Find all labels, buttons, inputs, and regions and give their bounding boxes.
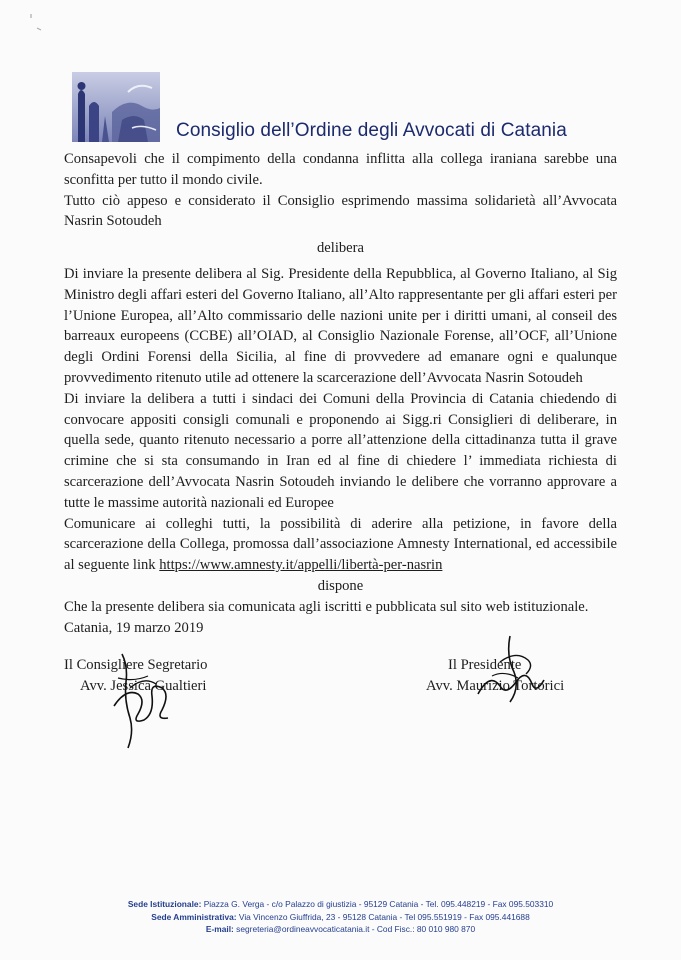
paragraph-pubblicazione: Che la presente delibera sia comunicata agli iscritti e pubblicata sul sito web istituzionale. <box>64 598 589 615</box>
footer-email: E-mail: segreteria@ordineavvocaticatania.it - Cod Fisc.: 80 010 980 870 <box>205 924 476 935</box>
place-date: Catania, 19 marzo 2019 <box>64 619 204 636</box>
president-handwritten-signature <box>470 632 550 712</box>
paragraph-inviare-istituzioni: Di inviare la presente delibera al Sig. Presidente della Repubblica, al Governo Italiano, al Sig Ministro degli affari esteri del Governo Italiano, all’Alto rappresentante per gli affari esteri per l’Unione Europea, all’Alto commissario delle nazioni unite per i diritti umani, al conseil des barreaux europeens (CCBE) all’OIAD, al Consiglio Nazionale Forense, all’OCF, all’Unione degli Ordini Forensi della Sicilia, al fine di provvedere ad emanare ogni e qualunque provvedimento ritenuto utile ad ottenere la scarcerazione dell’Avvocata Nasrin Sotoudeh <box>64 265 618 386</box>
footer-contacts <box>0 898 681 936</box>
secretary-role: Il Consigliere Segretario <box>64 657 208 673</box>
heading-dispone: dispone <box>317 577 364 594</box>
president-role: Il Presidente <box>448 657 522 673</box>
secretary-name: Avv. Jessica Gualtieri <box>80 678 207 694</box>
president-name: Avv. Maurizio Tortorici <box>426 678 565 694</box>
paragraph-comunicare <box>64 514 617 576</box>
petition-text: Comunicare ai colleghi tutti, la possibilità di aderire alla petizione, in favore della scarcerazione della Collega, promossa dall’associazione Amnesty International, ed accessibile al seguente link <box>64 515 617 574</box>
amnesty-link[interactable]: https://www.amnesty.it/appelli/libertà-per-nasrin <box>159 557 443 574</box>
court-logo-icon <box>72 72 160 142</box>
secretary-handwritten-signature <box>104 648 184 758</box>
scan-mark-icon <box>28 12 48 36</box>
letter-body <box>64 149 617 638</box>
organization-title: Consiglio dell’Ordine degli Avvocati di Catania <box>176 120 567 141</box>
paragraph-inviare-sindaci: Di inviare la delibera a tutti i sindaci dei Comuni della Provincia di Catania chiedendo di convocare appositi consigli comunali e proponendo ai Sigg.ri Consiglieri di deliberare, in quella sede, quanto ritenuto necessario a porre all’attenzione della cittadinanza tutta il grave crimine che si sta consumando in Iran ed al fine di chiedere l’ immediata richiesta di scarcerazione dell’Avvocata Nasrin Sotoudeh inviando le delibere che vorranno approvare a tutte le massime autorità nazionali ed Europee <box>64 390 617 511</box>
footer-sede-istituzionale: Sede Istituzionale: Piazza G. Verga - c/o Palazzo di giustizia - 95129 Catania - Tel. 095.448219 - Fax 095.503310 <box>127 899 554 909</box>
footer-sede-amministrativa: Sede Amministrativa: Via Vincenzo Giuffrida, 23 - 95128 Catania - Tel 095.551919 - Fax 095.441688 <box>151 911 530 922</box>
heading-delibera: delibera <box>317 240 364 257</box>
paragraph-considerato: Tutto ciò appeso e considerato il Consiglio esprimendo massima solidarietà all’Avvocata Nasrin Sotoudeh <box>64 192 617 230</box>
paragraph-consapevoli: Consapevoli che il compimento della condanna inflitta alla collega iraniana sarebbe una sconfitta per tutto il mondo civile. <box>64 151 617 188</box>
